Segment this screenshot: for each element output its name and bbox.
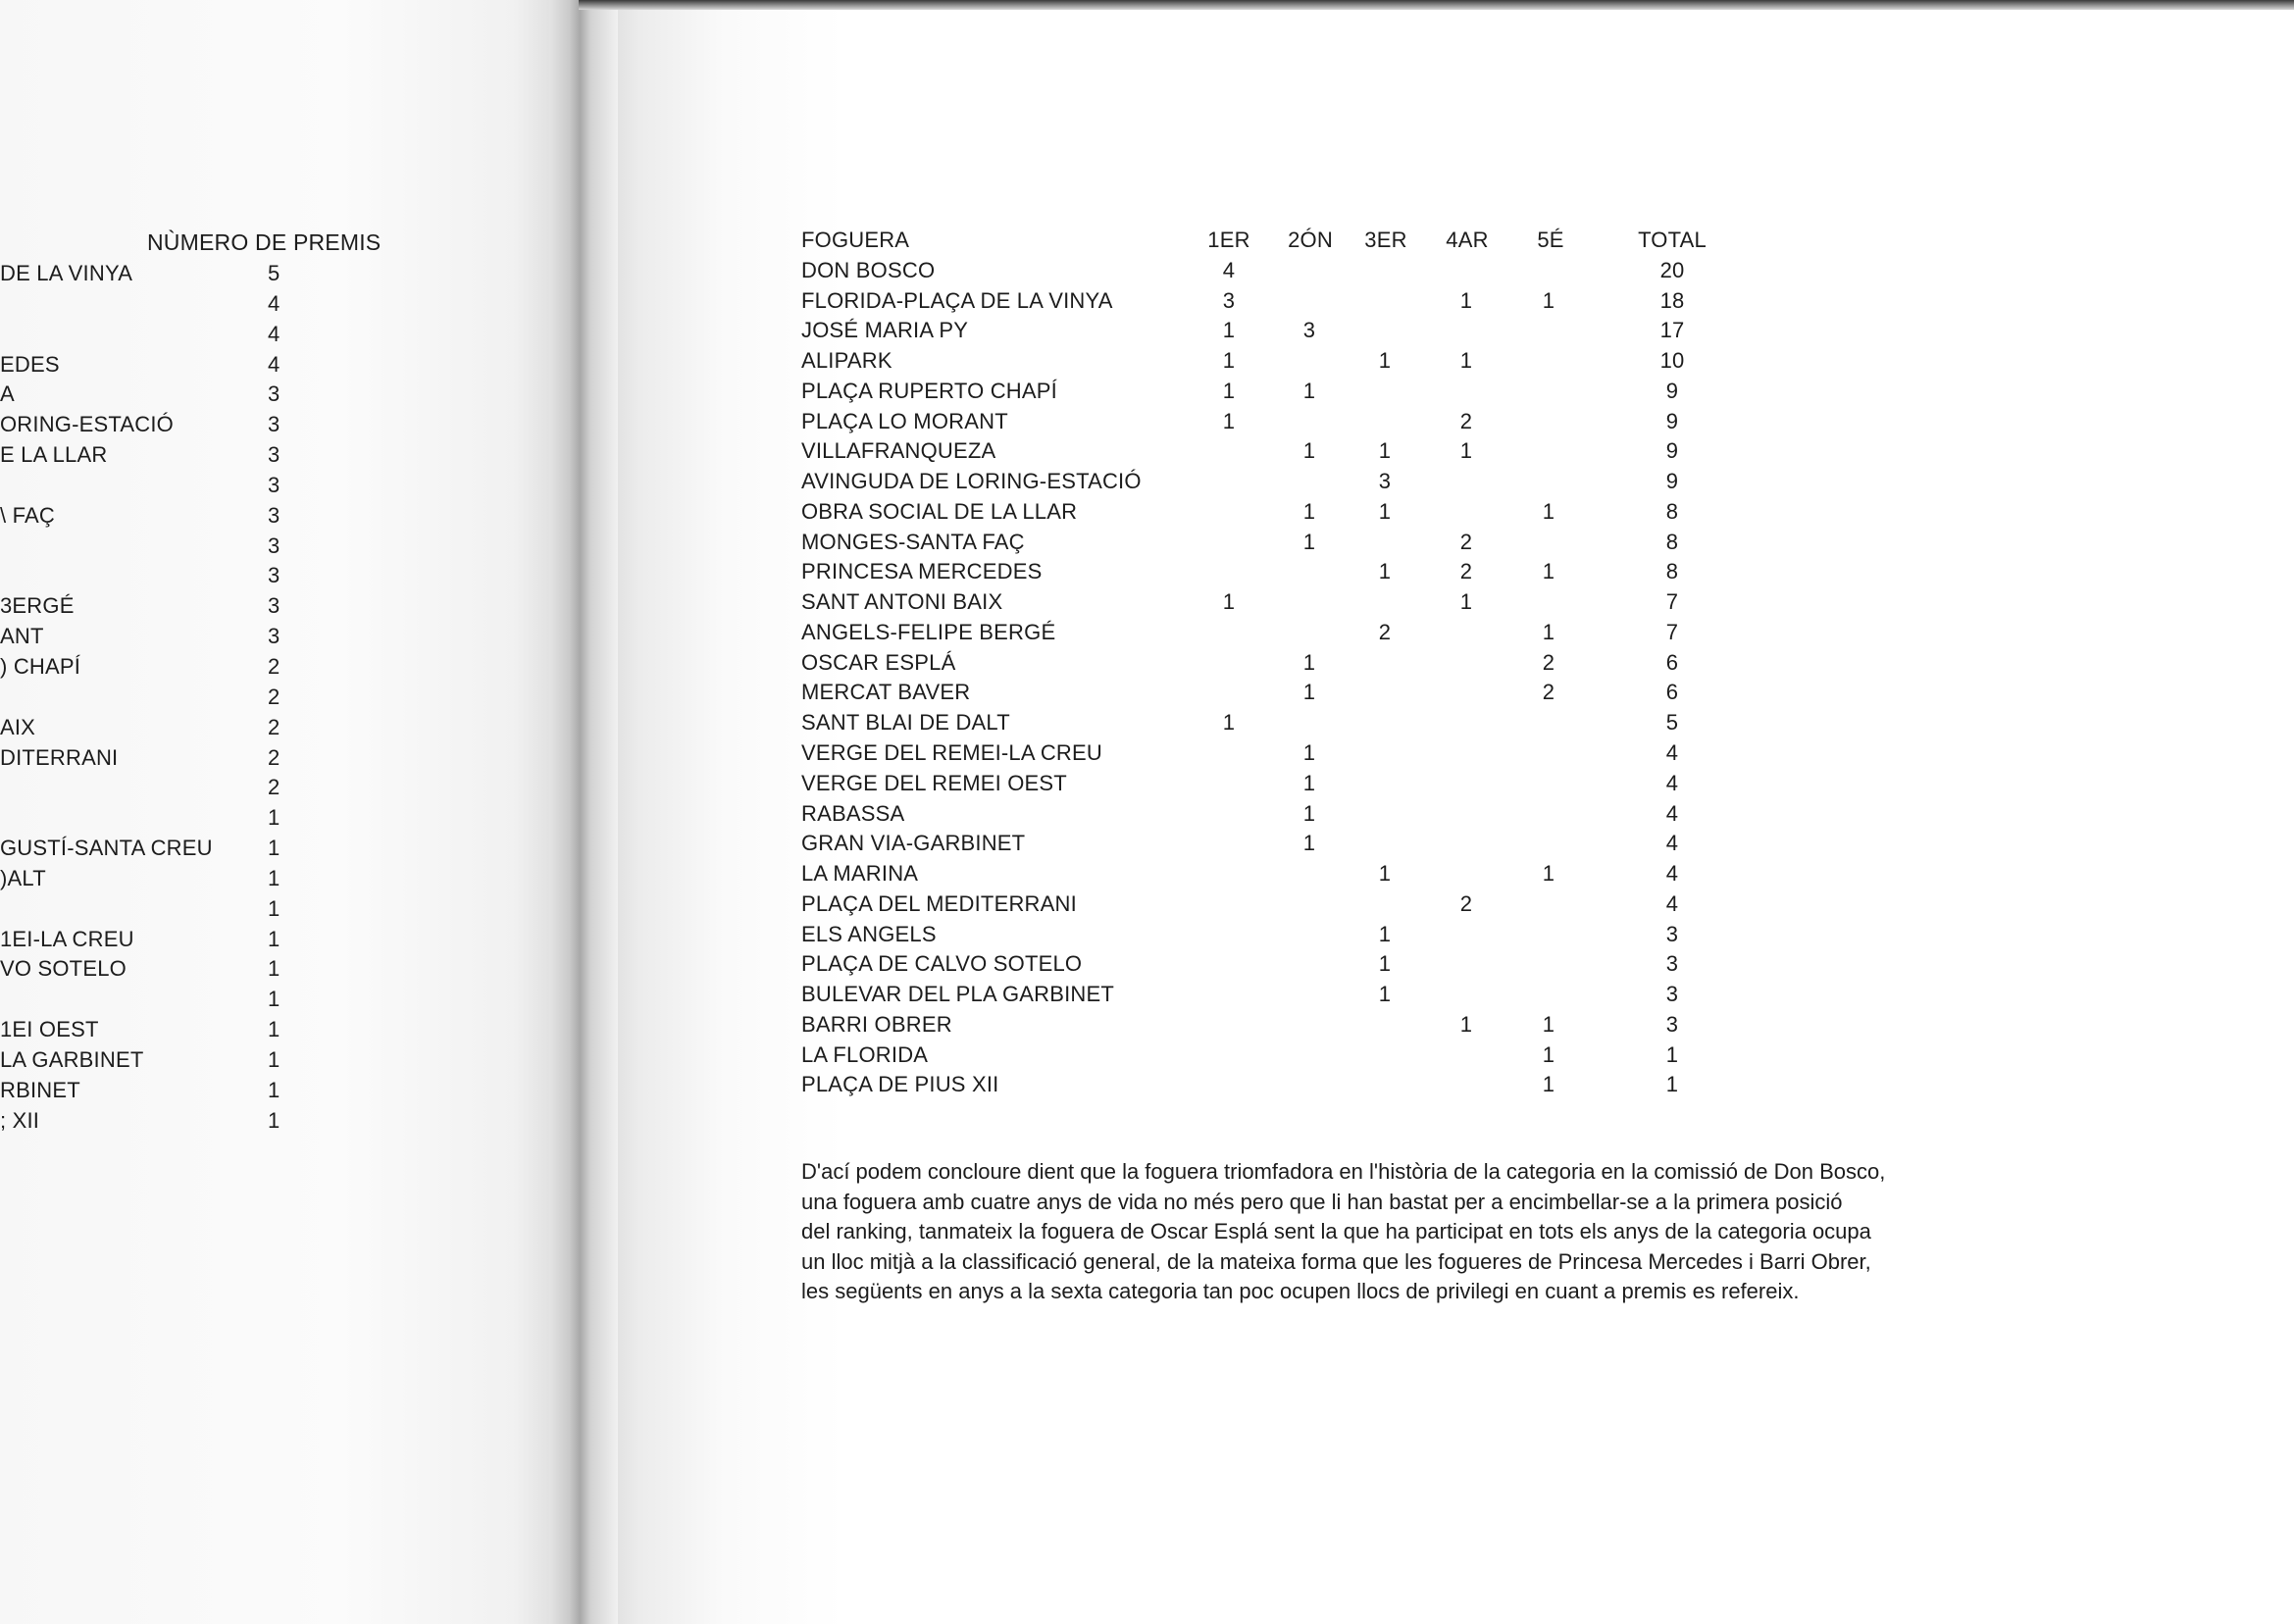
table-row — [801, 980, 1743, 1010]
header-4ar: 4AR — [1446, 228, 1489, 252]
total-count: 3 — [1665, 951, 1679, 977]
table-row — [801, 708, 1743, 738]
prize-count: 3 — [268, 593, 280, 619]
paragraph-line: del ranking, tanmateix la foguera de Oscar Esplá sent la que ha participat en tots els anys de la categoria ocupa — [801, 1219, 1871, 1243]
list-item — [0, 683, 392, 713]
foguera-name: EDES — [0, 351, 60, 377]
prize-count: 1 — [268, 956, 280, 982]
total-count: 9 — [1665, 469, 1679, 494]
list-item — [0, 561, 392, 591]
conclusion-paragraph — [801, 1157, 1968, 1307]
prize-count: 1 — [268, 1046, 280, 1072]
list-item — [0, 591, 392, 622]
table-row — [801, 286, 1743, 317]
header-5e: 5É — [1537, 228, 1564, 252]
table-row — [801, 889, 1743, 920]
table-row — [801, 316, 1743, 346]
header-total: TOTAL — [1638, 228, 1707, 252]
total-count: 4 — [1665, 740, 1679, 766]
foguera-name: AVINGUDA DE LORING-ESTACIÓ — [801, 469, 1142, 494]
prize-count: 1 — [268, 1107, 280, 1133]
left-prize-list — [0, 259, 392, 1136]
prize-count: 1 — [268, 1077, 280, 1102]
table-row — [801, 1040, 1743, 1071]
second-prize-count: 1 — [1302, 680, 1316, 705]
first-prize-count: 1 — [1222, 348, 1236, 374]
second-prize-count: 1 — [1302, 438, 1316, 464]
total-count: 5 — [1665, 710, 1679, 736]
fifth-prize-count: 1 — [1542, 498, 1555, 524]
paragraph-line: un lloc mitjà a la classificació general, de la mateixa forma que les fogueres de Princesa Mercedes i Barri Obrer, — [801, 1248, 1871, 1274]
total-count: 3 — [1665, 921, 1679, 946]
table-row — [801, 256, 1743, 286]
list-item — [0, 864, 392, 894]
table-header-row — [801, 226, 1743, 256]
prize-count: 2 — [268, 714, 280, 739]
foguera-name: BARRI OBRER — [801, 1011, 952, 1037]
list-item — [0, 350, 392, 381]
list-item — [0, 1106, 392, 1137]
foguera-name: PLAÇA DEL MEDITERRANI — [801, 890, 1077, 916]
prize-count: 3 — [268, 381, 280, 407]
total-count: 10 — [1659, 348, 1685, 374]
foguera-name: PLAÇA DE CALVO SOTELO — [801, 951, 1083, 977]
total-count: 8 — [1665, 498, 1679, 524]
foguera-name: DE LA VINYA — [0, 261, 133, 285]
total-count: 8 — [1665, 529, 1679, 554]
fifth-prize-count: 1 — [1542, 619, 1555, 644]
foguera-name: ORING-ESTACIÓ — [0, 412, 174, 437]
list-item — [0, 803, 392, 834]
prize-count: 3 — [268, 563, 280, 588]
total-count: 1 — [1665, 1041, 1679, 1067]
fourth-prize-count: 2 — [1459, 408, 1473, 433]
list-item — [0, 834, 392, 864]
total-count: 6 — [1665, 649, 1679, 675]
total-count: 8 — [1665, 559, 1679, 584]
second-prize-count: 1 — [1302, 770, 1316, 795]
prize-count: 1 — [268, 926, 280, 951]
first-prize-count: 1 — [1222, 378, 1236, 403]
total-count: 4 — [1665, 861, 1679, 887]
list-item — [0, 1045, 392, 1076]
third-prize-count: 2 — [1378, 619, 1392, 644]
fifth-prize-count: 1 — [1542, 287, 1555, 313]
foguera-name: PLAÇA DE PIUS XII — [801, 1072, 999, 1097]
foguera-name: SANT ANTONI BAIX — [801, 589, 1003, 615]
fourth-prize-count: 1 — [1459, 589, 1473, 615]
second-prize-count: 1 — [1302, 498, 1316, 524]
total-count: 7 — [1665, 619, 1679, 644]
list-item — [0, 773, 392, 803]
list-item — [0, 713, 392, 743]
foguera-name: BULEVAR DEL PLA GARBINET — [801, 982, 1115, 1007]
header-2on: 2ÓN — [1288, 228, 1333, 252]
fifth-prize-count: 1 — [1542, 1041, 1555, 1067]
foguera-name: GUSTÍ-SANTA CREU — [0, 836, 213, 861]
prize-count: 2 — [268, 684, 280, 709]
list-item — [0, 1015, 392, 1045]
foguera-name: AIX — [0, 714, 36, 739]
foguera-name: OSCAR ESPLÁ — [801, 649, 956, 675]
scan-top-edge — [579, 0, 2294, 10]
first-prize-count: 1 — [1222, 318, 1236, 343]
first-prize-count: 1 — [1222, 408, 1236, 433]
foguera-name: PLAÇA LO MORANT — [801, 408, 1008, 433]
total-count: 4 — [1665, 800, 1679, 826]
table-row — [801, 859, 1743, 889]
list-item — [0, 289, 392, 320]
table-row — [801, 1070, 1743, 1100]
prize-count: 3 — [268, 412, 280, 437]
foguera-name: VERGE DEL REMEI-LA CREU — [801, 740, 1102, 766]
table-row — [801, 436, 1743, 467]
first-prize-count: 1 — [1222, 710, 1236, 736]
table-row — [801, 1010, 1743, 1040]
header-1er: 1ER — [1207, 228, 1250, 252]
foguera-name: 1EI OEST — [0, 1017, 99, 1042]
foguera-name: 3ERGÉ — [0, 593, 75, 619]
prize-count: 3 — [268, 472, 280, 497]
foguera-name: 1EI-LA CREU — [0, 926, 134, 951]
third-prize-count: 1 — [1378, 861, 1392, 887]
foguera-name: \ FAÇ — [0, 502, 56, 528]
list-item — [0, 259, 392, 289]
list-item — [0, 380, 392, 410]
prize-count: 1 — [268, 1017, 280, 1042]
fifth-prize-count: 2 — [1542, 680, 1555, 705]
prize-table — [801, 226, 1743, 1100]
total-count: 9 — [1665, 438, 1679, 464]
prize-count: 2 — [268, 744, 280, 770]
prize-count: 1 — [268, 805, 280, 831]
second-prize-count: 3 — [1302, 318, 1316, 343]
third-prize-count: 1 — [1378, 982, 1392, 1007]
prize-count: 2 — [268, 653, 280, 679]
prize-count: 3 — [268, 624, 280, 649]
table-row — [801, 949, 1743, 980]
table-row — [801, 346, 1743, 377]
total-count: 4 — [1665, 831, 1679, 856]
foguera-name: JOSÉ MARIA PY — [801, 318, 969, 343]
list-item — [0, 954, 392, 985]
fourth-prize-count: 1 — [1459, 287, 1473, 313]
prize-count: 2 — [268, 775, 280, 800]
foguera-name: RBINET — [0, 1077, 80, 1102]
list-item — [0, 622, 392, 652]
foguera-name: )ALT — [0, 865, 46, 890]
foguera-name: RABASSA — [801, 800, 905, 826]
list-item — [0, 440, 392, 471]
prize-count: 1 — [268, 865, 280, 890]
third-prize-count: 1 — [1378, 438, 1392, 464]
second-prize-count: 1 — [1302, 649, 1316, 675]
paragraph-line: una foguera amb cuatre anys de vida no més pero que li han bastat per a encimbellar-se a la primera posició — [801, 1189, 1843, 1214]
fourth-prize-count: 1 — [1459, 438, 1473, 464]
prize-count: 1 — [268, 836, 280, 861]
foguera-name: ) CHAPÍ — [0, 653, 81, 679]
foguera-name: DON BOSCO — [801, 257, 936, 282]
prize-count: 4 — [268, 321, 280, 346]
foguera-name: FLORIDA-PLAÇA DE LA VINYA — [801, 287, 1113, 313]
foguera-name: OBRA SOCIAL DE LA LLAR — [801, 498, 1078, 524]
foguera-name: VERGE DEL REMEI OEST — [801, 770, 1067, 795]
second-prize-count: 1 — [1302, 831, 1316, 856]
foguera-name: ; XII — [0, 1107, 40, 1133]
prize-count: 3 — [268, 502, 280, 528]
foguera-name: PRINCESA MERCEDES — [801, 559, 1043, 584]
foguera-name: GRAN VIA-GARBINET — [801, 831, 1026, 856]
third-prize-count: 1 — [1378, 498, 1392, 524]
foguera-name: MONGES-SANTA FAÇ — [801, 529, 1025, 554]
total-count: 9 — [1665, 378, 1679, 403]
table-row — [801, 528, 1743, 558]
prize-count: 3 — [268, 442, 280, 468]
total-count: 9 — [1665, 408, 1679, 433]
foguera-name: SANT BLAI DE DALT — [801, 710, 1010, 736]
list-item — [0, 532, 392, 562]
table-row — [801, 377, 1743, 407]
prize-count: 1 — [268, 895, 280, 921]
total-count: 4 — [1665, 770, 1679, 795]
list-item — [0, 894, 392, 925]
table-row — [801, 769, 1743, 799]
list-item — [0, 410, 392, 440]
table-row — [801, 467, 1743, 497]
foguera-name: ELS ANGELS — [801, 921, 937, 946]
foguera-name: MERCAT BAVER — [801, 680, 971, 705]
header-foguera: FOGUERA — [801, 228, 910, 252]
total-count: 6 — [1665, 680, 1679, 705]
table-row — [801, 738, 1743, 769]
prize-count: 4 — [268, 290, 280, 316]
total-count: 1 — [1665, 1072, 1679, 1097]
total-count: 20 — [1659, 257, 1685, 282]
total-count: 7 — [1665, 589, 1679, 615]
list-item — [0, 652, 392, 683]
book-gutter — [549, 0, 618, 1624]
foguera-name: LA FLORIDA — [801, 1041, 929, 1067]
fifth-prize-count: 1 — [1542, 559, 1555, 584]
table-row — [801, 587, 1743, 618]
third-prize-count: 1 — [1378, 951, 1392, 977]
fifth-prize-count: 1 — [1542, 1072, 1555, 1097]
paragraph-line: les següents en anys a la sexta categoria tan poc ocupen llocs de privilegi en cuant a premis es refereix. — [801, 1279, 1800, 1303]
third-prize-count: 1 — [1378, 921, 1392, 946]
foguera-name: PLAÇA RUPERTO CHAPÍ — [801, 378, 1057, 403]
fourth-prize-count: 2 — [1459, 559, 1473, 584]
second-prize-count: 1 — [1302, 800, 1316, 826]
table-row — [801, 648, 1743, 679]
prize-count: 4 — [268, 351, 280, 377]
second-prize-count: 1 — [1302, 378, 1316, 403]
fifth-prize-count: 1 — [1542, 1011, 1555, 1037]
table-body — [801, 256, 1743, 1100]
list-item — [0, 985, 392, 1015]
total-count: 18 — [1659, 287, 1685, 313]
table-row — [801, 678, 1743, 708]
list-item — [0, 925, 392, 955]
fourth-prize-count: 1 — [1459, 1011, 1473, 1037]
foguera-name: LA GARBINET — [0, 1046, 144, 1072]
fifth-prize-count: 2 — [1542, 649, 1555, 675]
prize-count: 3 — [268, 533, 280, 558]
table-row — [801, 799, 1743, 830]
second-prize-count: 1 — [1302, 529, 1316, 554]
foguera-name: LA MARINA — [801, 861, 919, 887]
foguera-name: VO SOTELO — [0, 956, 127, 982]
table-row — [801, 557, 1743, 587]
fifth-prize-count: 1 — [1542, 861, 1555, 887]
third-prize-count: 3 — [1378, 469, 1392, 494]
fourth-prize-count: 1 — [1459, 348, 1473, 374]
fourth-prize-count: 2 — [1459, 890, 1473, 916]
table-row — [801, 829, 1743, 859]
total-count: 3 — [1665, 982, 1679, 1007]
third-prize-count: 1 — [1378, 348, 1392, 374]
table-row — [801, 920, 1743, 950]
foguera-name: DITERRANI — [0, 744, 119, 770]
foguera-name: ANT — [0, 624, 44, 649]
foguera-name: E LA LLAR — [0, 442, 108, 468]
table-row — [801, 407, 1743, 437]
list-item — [0, 743, 392, 774]
first-prize-count: 3 — [1222, 287, 1236, 313]
foguera-name: ANGELS-FELIPE BERGÉ — [801, 619, 1056, 644]
foguera-name: ALIPARK — [801, 348, 892, 374]
list-item — [0, 501, 392, 532]
fourth-prize-count: 2 — [1459, 529, 1473, 554]
second-prize-count: 1 — [1302, 740, 1316, 766]
paragraph-line: D'ací podem concloure dient que la foguera triomfadora en l'història de la categoria en la comissió de Don Bosco, — [801, 1159, 1886, 1184]
prize-count: 5 — [268, 261, 280, 285]
table-row — [801, 497, 1743, 528]
prize-count: 1 — [268, 987, 280, 1012]
list-item — [0, 471, 392, 501]
total-count: 4 — [1665, 890, 1679, 916]
foguera-name: A — [0, 381, 15, 407]
left-page-heading: NÙMERO DE PREMIS — [147, 229, 382, 255]
table-row — [801, 618, 1743, 648]
header-3er: 3ER — [1364, 228, 1407, 252]
total-count: 17 — [1659, 318, 1685, 343]
list-item — [0, 1076, 392, 1106]
first-prize-count: 4 — [1222, 257, 1236, 282]
third-prize-count: 1 — [1378, 559, 1392, 584]
first-prize-count: 1 — [1222, 589, 1236, 615]
list-item — [0, 320, 392, 350]
total-count: 3 — [1665, 1011, 1679, 1037]
foguera-name: VILLAFRANQUEZA — [801, 438, 996, 464]
